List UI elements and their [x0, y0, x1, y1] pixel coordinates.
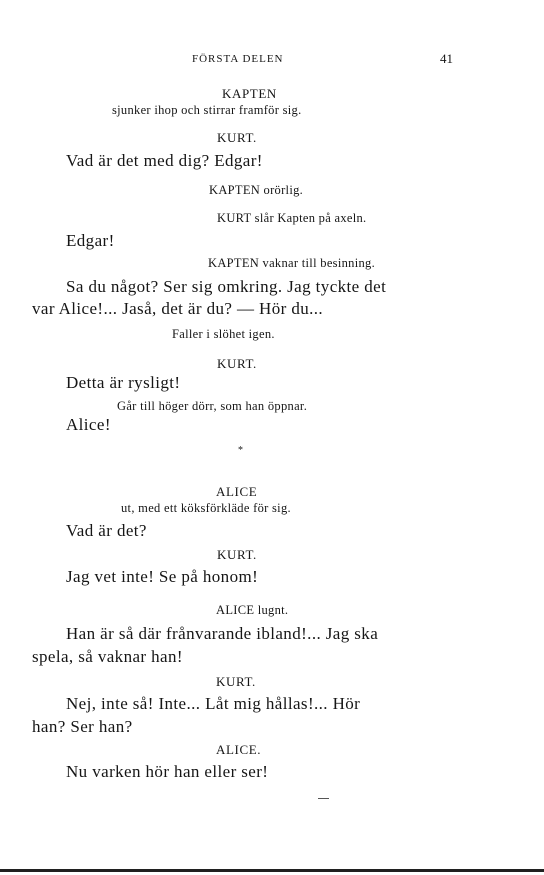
page-number: 41: [440, 51, 453, 66]
speaker-alice: ALICE.: [216, 742, 262, 757]
dialogue-line: Sa du något? Ser sig omkring. Jag tyckte det: [66, 277, 387, 296]
stage-direction: Faller i slöhet igen.: [172, 327, 275, 341]
stage-direction: sjunker ihop och stirrar framför sig.: [112, 103, 302, 117]
speaker-with-direction: ALICE lugnt.: [216, 603, 289, 617]
dialogue-line: Jag vet inte! Se på honom!: [66, 567, 259, 586]
dialogue-line: Vad är det?: [66, 521, 147, 540]
dialogue-line: Alice!: [66, 415, 111, 434]
dialogue-line: var Alice!... Jaså, det är du? — Hör du...: [32, 299, 324, 318]
dialogue-line: han? Ser han?: [32, 717, 133, 736]
dialogue-line: Vad är det med dig? Edgar!: [66, 151, 263, 170]
running-title: FÖRSTA DELEN: [192, 53, 284, 65]
stage-direction: Går till höger dörr, som han öppnar.: [117, 399, 308, 413]
dialogue-line: Han är så där frånvarande ibland!... Jag ska: [66, 624, 379, 643]
speaker-alice: ALICE: [216, 484, 258, 499]
speaker-kurt: KURT.: [216, 674, 256, 689]
speaker-kurt: KURT.: [217, 130, 257, 145]
speaker-kurt: KURT.: [217, 547, 257, 562]
scene-break-asterisk: *: [238, 445, 243, 456]
dialogue-line: Nu varken hör han eller ser!: [66, 762, 269, 781]
speaker-with-direction: KAPTEN orörlig.: [209, 183, 304, 197]
speaker-kapten: KAPTEN: [222, 86, 277, 101]
speaker-with-direction: KURT slår Kapten på axeln.: [217, 211, 367, 225]
speaker-with-direction: KAPTEN vaknar till besinning.: [208, 256, 376, 270]
dialogue-line: spela, så vaknar han!: [32, 647, 183, 666]
dialogue-line: Edgar!: [66, 231, 115, 250]
dialogue-line: Nej, inte så! Inte... Låt mig hållas!... Hör: [66, 694, 361, 713]
stage-direction: ut, med ett köksförkläde för sig.: [121, 501, 291, 515]
print-mark: [318, 798, 329, 799]
speaker-kurt: KURT.: [217, 356, 257, 371]
page-bottom-edge: [0, 869, 544, 872]
dialogue-line: Detta är rysligt!: [66, 373, 181, 392]
